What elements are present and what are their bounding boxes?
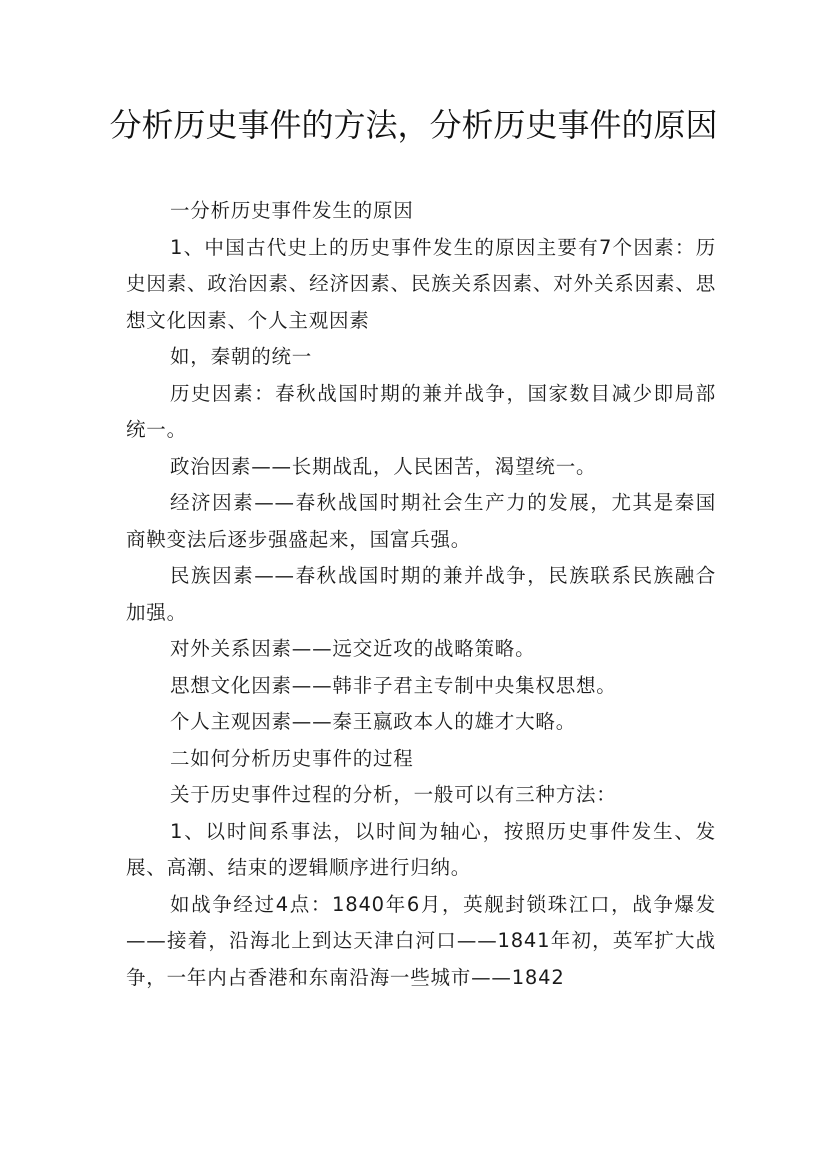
section-heading-causes: 一分析历史事件发生的原因: [170, 199, 414, 222]
section-heading-process: 二如何分析历史事件的过程: [170, 746, 414, 770]
document-title: 分析历史事件的方法，分析历史事件的原因: [109, 106, 718, 144]
paragraph: 历史因素：春秋战国时期的兼并战争，国家数目减少即局部统一。: [126, 381, 716, 441]
paragraph: 经济因素——春秋战国时期社会生产力的发展，尤其是秦国商鞅变法后逐步强盛起来，国富兵强。: [126, 491, 716, 551]
document-body: [126, 193, 716, 996]
paragraph: 个人主观因素——秦王嬴政本人的雄才大略。: [170, 710, 577, 733]
paragraph: 1、以时间系事法，以时间为轴心，按照历史事件发生、发展、高潮、结束的逻辑顺序进行归纳。: [126, 819, 716, 879]
paragraph: 如战争经过4点：1840年6月，英舰封锁珠江口，战争爆发——接着，沿海北上到达天津白河口——1841年初，英军扩大战争，一年内占香港和东南沿海一些城市——1842: [126, 892, 716, 989]
paragraph: 1、中国古代史上的历史事件发生的原因主要有7个因素：历史因素、政治因素、经济因素、民族关系因素、对外关系因素、思想文化因素、个人主观因素: [126, 235, 716, 332]
paragraph: 民族因素——春秋战国时期的兼并战争，民族联系民族融合加强。: [126, 564, 716, 624]
paragraph: 政治因素——长期战乱，人民困苦，渴望统一。: [170, 454, 597, 478]
paragraph: 如，秦朝的统一: [170, 345, 313, 368]
paragraph: 关于历史事件过程的分析，一般可以有三种方法：: [170, 783, 617, 806]
paragraph: 对外关系因素——远交近攻的战略策略。: [170, 637, 536, 660]
paragraph: 思想文化因素——韩非子君主专制中央集权思想。: [170, 673, 617, 697]
